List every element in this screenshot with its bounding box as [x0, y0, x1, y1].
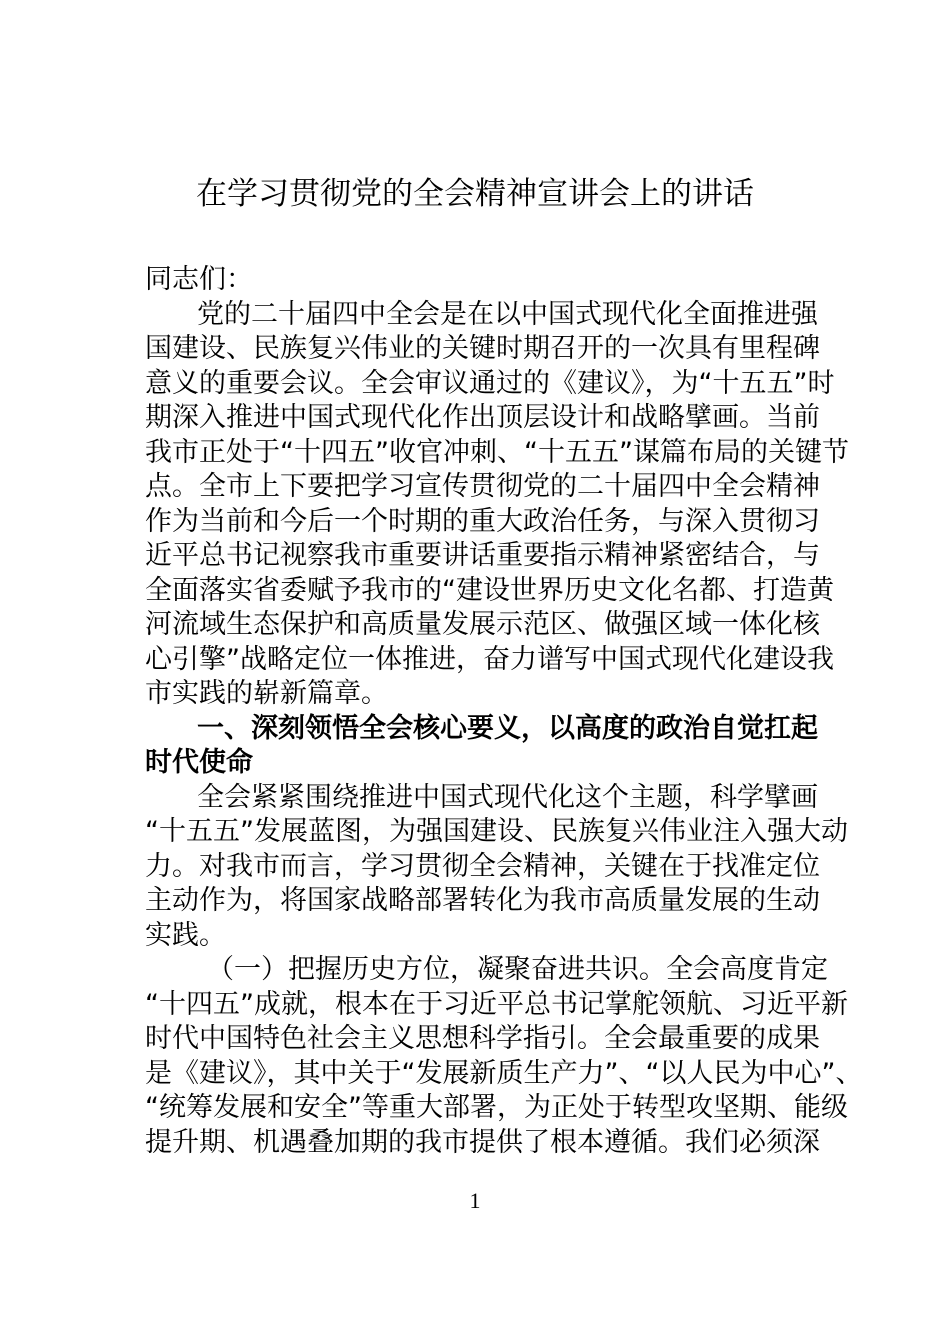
- text-line: 提升期、机遇叠加期的我市提供了根本遵循。我们必须深: [145, 1126, 820, 1158]
- text-line: 作为当前和今后一个时期的重大政治任务，与深入贯彻习: [145, 505, 820, 537]
- salutation: 同志们：: [145, 264, 253, 295]
- text-line: 心引擎”战略定位一体推进，奋力谱写中国式现代化建设我: [145, 643, 834, 675]
- text-line: 党的二十届四中全会是在以中国式现代化全面推进强: [197, 298, 818, 330]
- text-line: 全会紧紧围绕推进中国式现代化这个主题，科学擘画: [197, 781, 818, 813]
- text-line: “十四五”成就，根本在于习近平总书记掌舵领航、习近平新: [145, 988, 848, 1020]
- text-line: “十五五”发展蓝图，为强国建设、民族复兴伟业注入强大动: [145, 816, 848, 847]
- text-line: 力。对我市而言，学习贯彻全会精神，关键在于找准定位: [145, 850, 820, 882]
- text-line: 市实践的崭新篇章。: [145, 678, 388, 709]
- text-line: 国建设、民族复兴伟业的关键时期召开的一次具有里程碑: [145, 333, 820, 364]
- text-line: 是《建议》，其中关于“发展新质生产力”、“以人民为中心”、: [145, 1057, 863, 1089]
- document-body: [145, 263, 863, 1160]
- text-line: 我市正处于“十四五”收官冲刺、“十五五”谋篇布局的关键节: [145, 436, 849, 468]
- text-line: 点。全市上下要把学习宣传贯彻党的二十届四中全会精神: [145, 471, 820, 502]
- document-title: 在学习贯彻党的全会精神宣讲会上的讲话: [196, 176, 754, 212]
- text-line: 一、深刻领悟全会核心要义，以高度的政治自觉扛起: [197, 712, 818, 744]
- text-line: 时代中国特色社会主义思想科学指引。全会最重要的成果: [145, 1023, 820, 1054]
- paragraph: [145, 953, 863, 1160]
- text-line: 全面落实省委赋予我市的“建设世界历史文化名都、打造黄: [145, 574, 834, 606]
- text-line: 期深入推进中国式现代化作出顶层设计和战略擘画。当前: [145, 402, 820, 433]
- text-line: 意义的重要会议。全会审议通过的《建议》，为“十五五”时: [145, 367, 835, 399]
- text-line: 时代使命: [145, 747, 253, 778]
- text-line: 主动作为，将国家战略部署转化为我市高质量发展的生动: [145, 885, 820, 916]
- section-heading: [145, 712, 818, 781]
- text-line: （一）把握历史方位，凝聚奋进共识。全会高度肯定: [207, 954, 828, 985]
- text-line: 实践。: [145, 919, 226, 951]
- text-line: “统筹发展和安全”等重大部署，为正处于转型攻坚期、能级: [145, 1092, 848, 1123]
- page-number: 1: [469, 1188, 481, 1213]
- paragraph: [145, 298, 849, 712]
- paragraph: [145, 781, 848, 954]
- text-line: 近平总书记视察我市重要讲话重要指示精神紧密结合，与: [145, 540, 820, 571]
- text-line: 河流域生态保护和高质量发展示范区、做强区域一体化核: [145, 609, 820, 640]
